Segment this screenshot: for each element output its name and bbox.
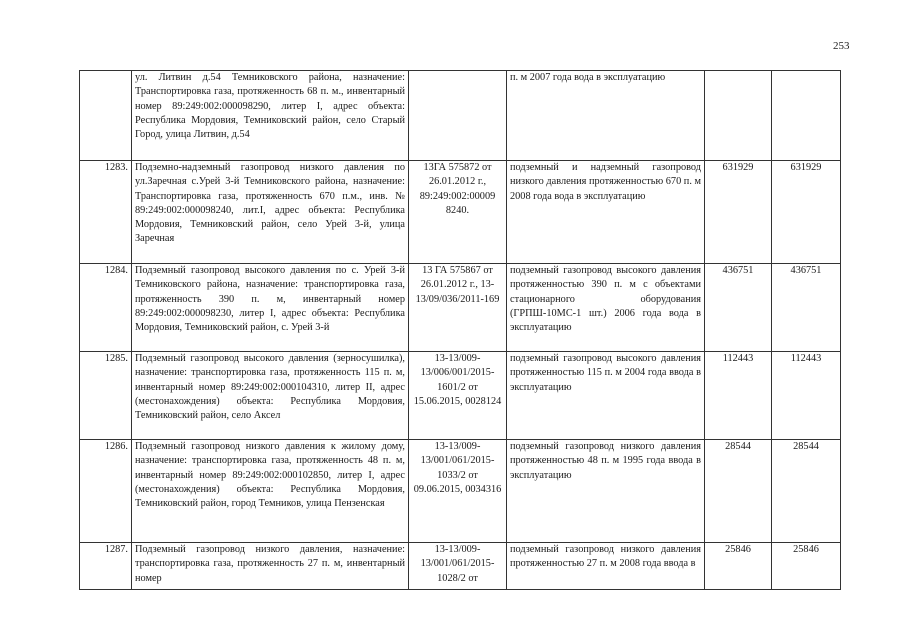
value-column-2: 631929 — [772, 161, 841, 264]
object-description: Подземный газопровод высокого давления по с. Урей 3-й Темниковского района, назначение: транспортировка газа, протяженность 390 п. м, инвентарный номер 89:249:002:000098230, литер I, адрес объекта: Республика Мордовия, Темниковский район, с. Урей 3-й — [132, 264, 409, 352]
table-row — [80, 543, 841, 590]
table-row — [80, 264, 841, 352]
object-characteristics: подземный газопровод высокого давления протяженностью 390 п. м с объектами стационарного оборудования (ГРПШ-10МС-1 шт.) 2006 года вода в эксплуатацию — [507, 264, 705, 352]
row-number — [80, 71, 132, 161]
table-row — [80, 440, 841, 543]
object-description: Подземно-надземный газопровод низкого давления по ул.Заречная с.Урей 3-й Темниковского района, назначение: Транспортировка газа, протяженность 670 п.м., инв. № 89:249:002:000098240, лит.I, адрес объекта: Республика Мордовия, Темниковский район, село Урей 3-й, улица Заречная — [132, 161, 409, 264]
value-column-2: 112443 — [772, 352, 841, 440]
registration-details — [409, 71, 507, 161]
registry-table — [79, 70, 841, 590]
object-characteristics: п. м 2007 года вода в эксплуатацию — [507, 71, 705, 161]
registration-details: 13ГА 575872 от 26.01.2012 г., 89:249:002:00009 8240. — [409, 161, 507, 264]
row-number: 1287. — [80, 543, 132, 590]
registration-details: 13-13/009-13/001/061/2015-1033/2 от 09.06.2015, 0034316 — [409, 440, 507, 543]
object-characteristics: подземный газопровод низкого давления протяженностью 48 п. м 1995 года ввода в эксплуатацию — [507, 440, 705, 543]
value-column-1: 631929 — [705, 161, 772, 264]
value-column-1: 25846 — [705, 543, 772, 590]
value-column-2 — [772, 71, 841, 161]
table-row — [80, 161, 841, 264]
registration-details: 13-13/009-13/006/001/2015-1601/2 от 15.06.2015, 0028124 — [409, 352, 507, 440]
object-description: Подземный газопровод высокого давления (зерносушилка), назначение: транспортировка газа, протяженность 115 п. м, инвентарный номер 89:249:002:000104310, литер II, адрес (местонахождения) объекта: Республика Мордовия, Темниковский район, село Аксел — [132, 352, 409, 440]
object-characteristics: подземный и надземный газопровод низкого давления протяженностью 670 п. м 2008 года вода в эксплуатацию — [507, 161, 705, 264]
value-column-2: 25846 — [772, 543, 841, 590]
object-description: ул. Литвин д.54 Темниковского района, назначение: Транспортировка газа, протяженность 68 п. м., инвентарный номер 89:249:002:000098290, литер I, адрес объекта: Республика Мордовия, Темниковский район, село Старый Город, улица Литвин, д.54 — [132, 71, 409, 161]
value-column-1: 436751 — [705, 264, 772, 352]
table-row — [80, 352, 841, 440]
row-number: 1286. — [80, 440, 132, 543]
value-column-2: 28544 — [772, 440, 841, 543]
object-characteristics: подземный газопровод низкого давления протяженностью 27 п. м 2008 года ввода в — [507, 543, 705, 590]
row-number: 1285. — [80, 352, 132, 440]
object-description: Подземный газопровод низкого давления к жилому дому, назначение: транспортировка газа, протяженность 48 п. м, инвентарный номер 89:249:002:000102850, литер I, адрес (местонахождения) объекта: Республика Мордовия, Темниковский район, город Темников, улица Пензенская — [132, 440, 409, 543]
object-description: Подземный газопровод низкого давления, назначение: транспортировка газа, протяженность 27 п. м, инвентарный номер — [132, 543, 409, 590]
value-column-1: 112443 — [705, 352, 772, 440]
value-column-2: 436751 — [772, 264, 841, 352]
page-number: 253 — [833, 40, 850, 52]
object-characteristics: подземный газопровод высокого давления протяженностью 115 п. м 2004 года ввода в эксплуатацию — [507, 352, 705, 440]
value-column-1: 28544 — [705, 440, 772, 543]
row-number: 1283. — [80, 161, 132, 264]
registration-details: 13 ГА 575867 от 26.01.2012 г., 13-13/09/036/2011-169 — [409, 264, 507, 352]
value-column-1 — [705, 71, 772, 161]
table-row — [80, 71, 841, 161]
row-number: 1284. — [80, 264, 132, 352]
registration-details: 13-13/009-13/001/061/2015-1028/2 от — [409, 543, 507, 590]
